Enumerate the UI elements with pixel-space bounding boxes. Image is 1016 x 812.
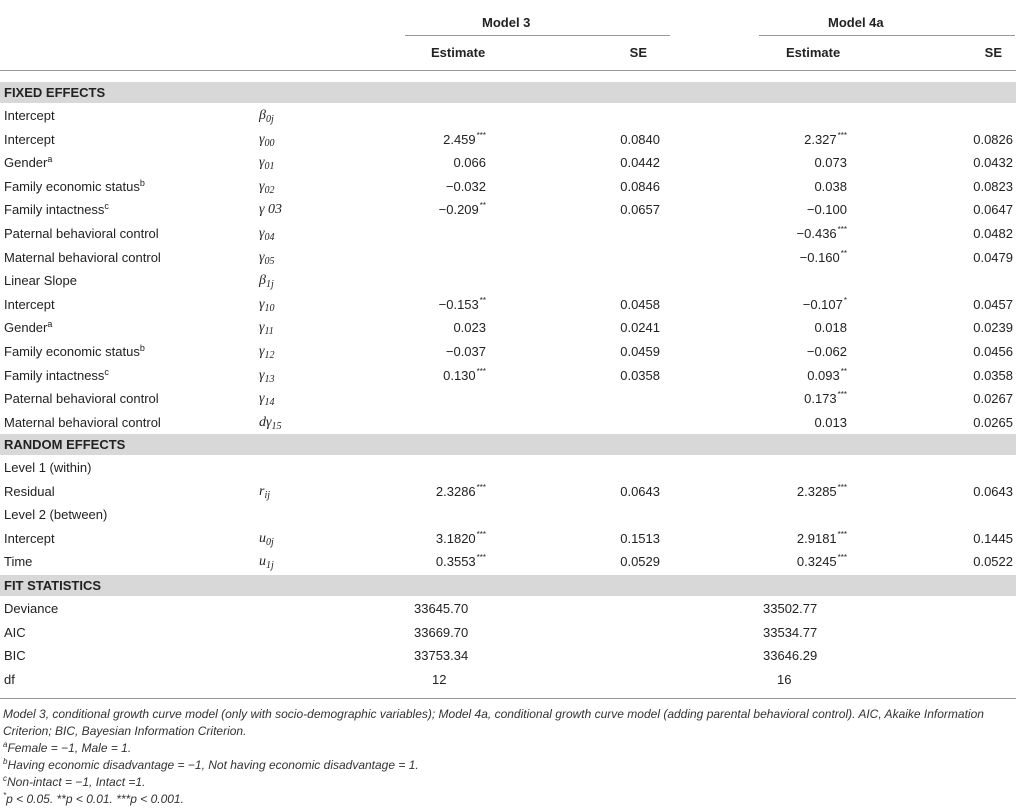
symbol-letter: β <box>259 273 266 289</box>
coefficient-symbol <box>259 151 275 174</box>
coefficient-symbol <box>259 387 275 410</box>
estimate-value: 2.3285 <box>796 483 837 499</box>
symbol-letter: γ 03 <box>259 202 283 218</box>
model3-estimate <box>436 550 486 575</box>
estimate-value: 2.459 <box>443 131 476 147</box>
model4a-estimate <box>797 480 847 505</box>
coefficient-symbol <box>259 269 274 292</box>
model4a-estimate <box>807 364 847 389</box>
model3-estimate <box>453 151 486 174</box>
model3-fit-value: 33753.34 <box>414 648 469 663</box>
estimate-value: −0.062 <box>806 344 847 359</box>
model3-estimate <box>436 527 486 552</box>
row-label-text: Family economic status <box>4 178 140 194</box>
table-row <box>0 527 1016 550</box>
note-b: $^b$Having economic disadvantage = −1, Not having economic disadvantage = 1. <box>3 757 419 772</box>
model4a-estimate <box>797 222 847 247</box>
model4a-se: 0.0267 <box>973 391 1013 407</box>
row-label-text: Linear Slope <box>4 273 77 289</box>
table-row <box>0 128 1016 151</box>
coefficient-symbol <box>259 550 274 573</box>
symbol-letter: β <box>259 108 266 123</box>
estimate-value: 2.327 <box>804 131 837 147</box>
table-row <box>0 668 1016 691</box>
row-label <box>4 387 159 410</box>
coefficient-symbol <box>259 411 282 434</box>
estimate-value: 0.066 <box>453 155 486 171</box>
estimate-value: −0.100 <box>806 202 847 218</box>
coefficient-symbol <box>259 480 270 503</box>
estimate-value: 0.023 <box>453 320 486 336</box>
coefficient-symbol <box>259 198 282 221</box>
model3-estimate <box>436 480 486 505</box>
significance-stars: *** <box>837 225 847 234</box>
table-row <box>0 269 1016 292</box>
symbol-subscript: 04 <box>264 232 275 243</box>
table-row <box>0 246 1016 269</box>
row-label <box>4 364 109 387</box>
estimate-value: 0.3245 <box>796 554 837 570</box>
estimate-value: −0.209 <box>438 202 479 218</box>
estimate-value: 0.130 <box>443 367 476 383</box>
row-label-text: Paternal behavioral control <box>4 226 159 241</box>
significance-stars: *** <box>476 366 486 376</box>
footnote-marker: c <box>104 366 109 377</box>
significance-stars: *** <box>837 390 847 400</box>
model4a-se: 0.0456 <box>973 344 1013 359</box>
significance-stars: ** <box>479 295 486 305</box>
estimate-value: −0.037 <box>445 344 486 359</box>
table-row <box>0 503 1016 526</box>
table-notes <box>3 706 1011 808</box>
symbol-subscript: 01 <box>264 161 275 173</box>
row-label: Deviance <box>4 601 59 616</box>
symbol-subscript: 1j <box>266 560 274 572</box>
model4a-underline <box>759 35 1015 36</box>
table-row <box>0 151 1016 174</box>
estimate-value: 0.3553 <box>435 554 476 570</box>
symbol-subscript: ij <box>264 489 271 501</box>
model4a-se: 0.0457 <box>973 296 1013 312</box>
symbol-letter: r <box>259 483 265 499</box>
symbol-letter: u <box>259 530 266 546</box>
estimate-value: 0.093 <box>807 367 840 383</box>
model4a-se: 0.0239 <box>973 320 1013 336</box>
table-row <box>0 364 1016 387</box>
model4a-estimate <box>804 387 847 412</box>
significance-stars: ** <box>840 248 847 258</box>
symbol-letter: γ <box>259 344 265 359</box>
symbol-letter: dγ <box>259 414 272 430</box>
model4a-estimate <box>797 550 847 575</box>
row-label <box>4 480 55 503</box>
significance-stars: * <box>843 295 847 305</box>
table-bottom-rule <box>0 698 1016 699</box>
table-row <box>0 480 1016 503</box>
estimate-value: 0.013 <box>814 414 847 430</box>
section-random-effects: RANDOM EFFECTS <box>0 434 1016 455</box>
model3-se: 0.0643 <box>620 483 660 499</box>
row-label-text: Gender <box>4 155 48 171</box>
row-label-text: Level 2 (between) <box>4 507 108 523</box>
model4a-se: 0.0432 <box>973 155 1013 171</box>
model3-se: 0.0657 <box>620 202 660 218</box>
row-label <box>4 316 52 339</box>
estimate-value: −0.032 <box>445 178 486 194</box>
row-label <box>4 198 109 221</box>
model4a-se: 0.0522 <box>973 554 1013 570</box>
symbol-letter: u <box>259 554 266 570</box>
row-label <box>4 503 107 526</box>
significance-stars: *** <box>837 553 847 563</box>
symbol-subscript: 00 <box>264 137 275 149</box>
significance-stars: ** <box>479 201 486 211</box>
model4a-se: 0.1445 <box>973 530 1013 546</box>
significance-stars: *** <box>476 482 486 492</box>
row-label: df <box>4 671 15 687</box>
coefficient-symbol <box>259 527 274 550</box>
model4a-fit-value: 33502.77 <box>763 601 818 616</box>
row-label <box>4 527 55 550</box>
model4a-estimate <box>803 293 847 318</box>
model4a-se: 0.0823 <box>973 178 1013 194</box>
model4a-fit-value: 33534.77 <box>763 624 818 640</box>
estimate-value: 0.038 <box>814 178 847 194</box>
significance-stars: *** <box>837 529 847 539</box>
row-label <box>4 456 91 479</box>
model3-se: 0.0458 <box>620 296 660 312</box>
estimate-value: 2.3286 <box>435 483 476 499</box>
symbol-letter: γ <box>259 296 265 312</box>
row-label-text: Residual <box>4 483 55 499</box>
model4a-estimate <box>814 151 847 174</box>
row-label-text: Gender <box>4 320 48 336</box>
significance-stars: *** <box>476 529 486 539</box>
table-row <box>0 222 1016 245</box>
estimate-value: 0.018 <box>814 320 847 336</box>
symbol-subscript: 0j <box>265 114 274 125</box>
model3-se: 0.0442 <box>620 155 660 171</box>
model3-fit-value: 33669.70 <box>414 624 469 640</box>
symbol-subscript: 10 <box>264 302 275 314</box>
footnote-marker: c <box>104 201 109 212</box>
model3-se: 0.0846 <box>620 178 660 194</box>
row-label <box>4 293 55 316</box>
row-label-text: Paternal behavioral control <box>4 391 159 407</box>
model4a-se: 0.0826 <box>973 131 1013 147</box>
estimate-value: −0.436 <box>796 226 837 241</box>
model3-se: 0.0529 <box>620 554 660 570</box>
row-label <box>4 128 55 151</box>
note-caption: Model 3, conditional growth curve model (only with socio-demographic variables); Model 4a, conditional growth curve model (adding parental behavioral control). AIC, Akaike Information Criterion; BIC, Bayesian Information Criterion. <box>3 707 984 738</box>
model4a-estimate <box>807 198 847 221</box>
model4a-se: 0.0643 <box>973 483 1013 499</box>
model3-estimate <box>453 316 486 339</box>
model3-estimate <box>446 340 486 363</box>
significance-stars: *** <box>476 553 486 563</box>
model4a-estimate <box>814 175 847 198</box>
symbol-letter: γ <box>259 226 265 241</box>
table-row <box>0 340 1016 363</box>
symbol-subscript: 14 <box>264 397 275 409</box>
model4a-fit-value: 33646.29 <box>763 648 818 663</box>
row-label <box>4 340 145 363</box>
symbol-subscript: 05 <box>264 255 275 267</box>
row-label-text: Intercept <box>4 530 55 546</box>
symbol-letter: γ <box>259 391 265 407</box>
model3-se: 0.1513 <box>620 530 660 546</box>
row-label <box>4 550 32 573</box>
estimate-value: 0.073 <box>814 155 847 171</box>
model3-estimate <box>446 175 486 198</box>
row-label-text: Family intactness <box>4 202 105 218</box>
table-row <box>0 316 1016 339</box>
model4a-estimate <box>807 340 847 363</box>
row-label <box>4 222 159 245</box>
model4a-estimate <box>797 527 847 552</box>
estimate-value: −0.153 <box>438 296 479 312</box>
header-bottom-rule <box>0 70 1016 71</box>
row-label <box>4 246 161 269</box>
row-label <box>4 175 145 198</box>
row-label <box>4 104 55 127</box>
table-row <box>0 198 1016 221</box>
estimate-value: 0.173 <box>804 391 837 407</box>
note-a: $^a$Female = −1, Male = 1. <box>3 740 132 755</box>
se-header-model3: SE <box>629 45 647 60</box>
table-row <box>0 456 1016 479</box>
symbol-subscript: 02 <box>264 184 275 196</box>
footnote-marker: a <box>47 319 53 330</box>
coefficient-symbol <box>259 104 274 127</box>
model4a-se: 0.0265 <box>973 414 1013 430</box>
model3-estimate <box>443 364 486 389</box>
model4a-estimate <box>814 316 847 339</box>
estimate-value: 3.1820 <box>435 530 476 546</box>
model4a-se: 0.0647 <box>973 202 1013 218</box>
row-label-text: Intercept <box>4 108 55 123</box>
section-fixed-effects: FIXED EFFECTS <box>0 82 1016 103</box>
table-row <box>0 597 1016 620</box>
row-label-text: Maternal behavioral control <box>4 414 161 430</box>
se-header-model4a: SE <box>984 45 1002 60</box>
model3-se: 0.0840 <box>620 131 660 147</box>
estimate-value: −0.107 <box>802 296 843 312</box>
table-row <box>0 621 1016 644</box>
row-label-text: Level 1 (within) <box>4 460 92 475</box>
model4a-se: 0.0482 <box>973 226 1013 241</box>
model3-se: 0.0358 <box>620 367 660 383</box>
note-p: *p < 0.05. **p < 0.01. ***p < 0.001. <box>3 791 184 806</box>
row-label-text: Family economic status <box>4 344 140 359</box>
coefficient-symbol <box>259 222 275 245</box>
model4a-se: 0.0479 <box>973 249 1013 265</box>
coefficient-symbol <box>259 293 275 316</box>
significance-stars: *** <box>837 130 847 140</box>
row-label <box>4 411 161 434</box>
model3-estimate <box>443 128 486 153</box>
symbol-subscript: 0j <box>266 536 274 548</box>
model4a-fit-value: 16 <box>777 671 792 687</box>
row-label-text: Time <box>4 554 33 570</box>
table-row <box>0 644 1016 667</box>
table-row <box>0 411 1016 434</box>
model4a-se: 0.0358 <box>973 367 1013 383</box>
table-row <box>0 175 1016 198</box>
estimate-header-model3: Estimate <box>431 45 486 60</box>
model3-underline <box>405 35 670 36</box>
model3-estimate <box>439 198 486 223</box>
coefficient-symbol <box>259 246 275 269</box>
row-label-text: Intercept <box>4 296 55 312</box>
coefficient-symbol <box>259 364 275 387</box>
significance-stars: *** <box>837 482 847 492</box>
estimate-value: 2.9181 <box>796 530 837 546</box>
symbol-letter: γ <box>259 155 265 171</box>
table-row <box>0 104 1016 127</box>
coefficient-symbol <box>259 128 275 151</box>
row-label: BIC <box>4 648 26 663</box>
model4a-header: Model 4a <box>828 15 884 30</box>
model3-header: Model 3 <box>482 15 531 30</box>
table-row <box>0 387 1016 410</box>
model3-estimate <box>439 293 486 318</box>
model4a-estimate <box>804 128 847 153</box>
symbol-letter: γ <box>259 131 265 147</box>
coefficient-symbol <box>259 316 274 339</box>
symbol-subscript: 13 <box>264 373 275 385</box>
model3-se: 0.0241 <box>620 320 660 336</box>
coefficient-symbol <box>259 175 275 198</box>
footnote-marker: a <box>47 154 53 165</box>
row-label-text: Maternal behavioral control <box>4 249 161 265</box>
model3-fit-value: 33645.70 <box>414 601 469 616</box>
symbol-subscript: 12 <box>264 350 275 361</box>
symbol-letter: γ <box>259 178 265 194</box>
model4a-estimate <box>800 246 847 271</box>
model4a-estimate <box>814 411 847 434</box>
model3-se: 0.0459 <box>620 344 660 359</box>
significance-stars: *** <box>476 130 486 140</box>
row-label-text: Family intactness <box>4 367 105 383</box>
symbol-letter: γ <box>259 249 265 265</box>
footnote-marker: b <box>139 177 145 188</box>
row-label <box>4 151 52 174</box>
symbol-letter: γ <box>259 320 265 336</box>
symbol-subscript: 15 <box>271 420 282 432</box>
row-label <box>4 269 77 292</box>
row-label-text: Intercept <box>4 131 55 147</box>
estimate-header-model4a: Estimate <box>786 45 841 60</box>
footnote-marker: b <box>139 343 145 353</box>
symbol-letter: γ <box>259 367 265 383</box>
table-row <box>0 550 1016 573</box>
table-row <box>0 293 1016 316</box>
symbol-subscript: 1j <box>265 279 274 291</box>
note-c: $^c$Non-intact = −1, Intact =1. <box>3 774 146 789</box>
significance-stars: ** <box>840 366 847 376</box>
coefficient-symbol <box>259 340 275 363</box>
row-label: AIC <box>4 624 26 640</box>
symbol-subscript: 11 <box>264 326 274 338</box>
section-fit-statistics: FIT STATISTICS <box>0 575 1016 596</box>
estimate-value: −0.160 <box>799 249 840 265</box>
model3-fit-value: 12 <box>432 671 447 687</box>
